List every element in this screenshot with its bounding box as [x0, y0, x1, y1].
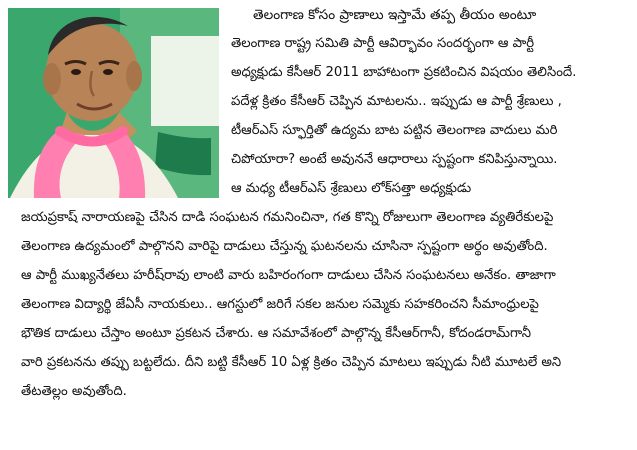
article-line-10: ఆ పార్టీ ముఖ్యనేతలు హరీష్‌రావు లాంటి వారు బహిరంగంగా దాడులు చేసిన సంఘటనలు అనేకం. తాజాగా [21, 268, 556, 283]
article-line-1: తెలంగాణ కోసం ప్రాణాలు ఇస్తామే తప్ప తీయం అంటూ [253, 7, 537, 23]
article-line-6: చిపోయారా? అంటే అవుననే ఆధారాలు స్పష్టంగా కనిపిస్తున్నాయి. [231, 152, 558, 167]
portrait-photo [8, 8, 219, 198]
article-line-3: అధ్యక్షుడు కేసీఆర్ 2011 బాహాటంగా ప్రకటించిన విషయం తెలిసిందే. [231, 65, 577, 80]
article-line-12: భౌతిక దాడులు చేస్తాం అంటూ ప్రకటన చేశారు. ఆ సమావేశంలో పాల్గొన్న కేసీఆర్‌గానీ, కోదండరామ్‌గానీ [21, 326, 531, 341]
article-line-4: పదేళ్ల క్రితం కేసీఆర్ చెప్పిన మాటలను.. ఇప్పుడు ఆ పార్టీ శ్రేణులు , [231, 94, 562, 109]
article-line-8: జయప్రకాష్ నారాయణపై చేసిన దాడి సంఘటన గమనించినా, గత కొన్ని రోజులుగా తెలంగాణ వ్యతిరేకులపై [21, 210, 554, 225]
article-line-9: తెలంగాణ ఉద్యమంలో పాల్గొనని వారిపై దాడులు చేస్తున్న ఘటనలను చూసినా స్పష్టంగా అర్థం అవుతోంది. [21, 239, 548, 254]
article-line-7: ఆ మధ్య టీఆర్ఎస్ శ్రేణులు లోక్‌సత్తా అధ్యక్షుడు [231, 181, 472, 196]
article-line-2: తెలంగాణ రాష్ట్ర సమితి పార్టీ ఆవిర్భావం సందర్భంగా ఆ పార్టీ [231, 36, 535, 51]
article-line-5: టీఆర్ఎస్ స్ఫూర్తితో ఉద్యమ బాట పట్టిన తెలంగాణ వాదులు మరి [231, 123, 558, 138]
article-line-13: వారి ప్రకటనను తప్పు బట్టలేదు. దీని బట్టి కేసీఆర్ 10 ఏళ్ల క్రితం చెప్పిన మాటలు ఇప్పుడు నీటి మూటలే అని [21, 355, 562, 370]
article-line-14: తేటతెల్లం అవుతోంది. [21, 384, 127, 399]
person-portrait-icon [8, 8, 219, 198]
article-line-11: తెలంగాణ విద్యార్థి జేఏసీ నాయకులు.. ఆగస్టులో జరిగే సకల జనుల సమ్మెకు సహకరించని సీమాంధ్రులపై [21, 297, 539, 312]
